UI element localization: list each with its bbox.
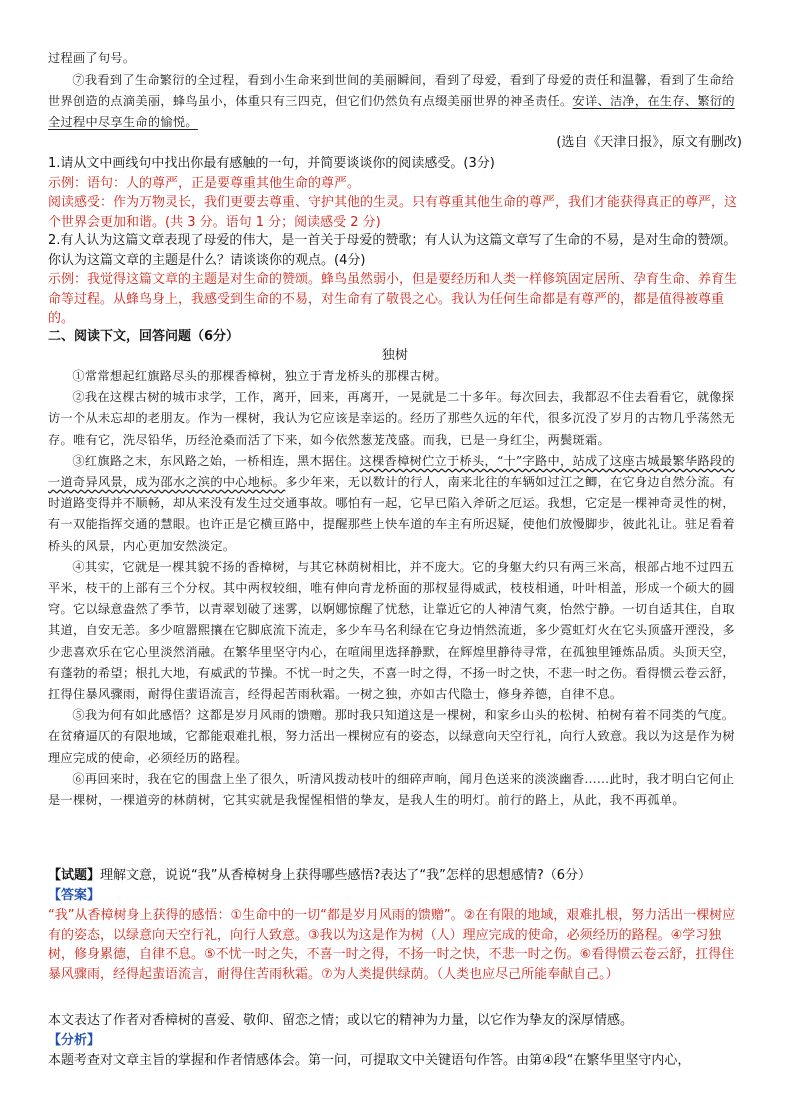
para-3-rest: 多少年来，无以数计的行人，南来北往的车辆如过江之鲫，在它身边自然分流。有时道路变得并不顺畅，却从来没有发生过交通事故。哪怕有一起，它早已陷入斧斫之厄运。我想，它定是一棵神奇灵性的树，有一双能指挥交通的慧眼。也许正是它横亘路中，提醒那些上快车道的车主有所迟疑，使他们放慢脚步，彼此礼让。驻足看着桥头的风景，内心更加安然淡定。: [48, 475, 735, 553]
source-citation: (选自《天津日报》，原文有删改): [556, 135, 742, 150]
story-para-2: ②我在这棵古树的城市求学，工作，离开，回来，再离开，一晃就是二十多年。每次回去，我都忍不住去看看它，就像探访一个从未忘却的老朋友。作为一棵树，我认为它应该是幸运的。经历了那些久远的年代，很多沉没了岁月的古物几乎荡然无存。唯有它，洗尽铅华，历经沧桑而活了下来，如今依然葱茏茂盛。而我，已是一身红尘，两鬓斑霜。: [48, 390, 735, 447]
exam-question: [48, 866, 742, 886]
analysis-tag: 【分析】: [48, 1033, 101, 1048]
q1-feeling: 阅读感受：作为万物灵长，我们更要去尊重、守护其他的生灵。只有尊重其他生命的尊严，我们才能获得真正的尊严，这个世界会更加和谐。(共 3 分。语句 1 分；阅读感受 2 分): [48, 195, 738, 230]
question-text: 理解文意，说说“我”从香樟树身上获得哪些感悟?表达了“我”怎样的思想感情?（6分）: [100, 868, 592, 883]
question-1: [48, 154, 742, 232]
q1-prompt: 1.请从文中画线句中找出你最有感触的一句，并简要谈谈你的阅读感受。(3分): [48, 156, 495, 171]
question-tag: 【试题】: [48, 868, 101, 883]
underlined-sentence: 安详、洁净，在生存、繁衍的全过程中尽享生命的愉悦。: [48, 93, 735, 129]
question-2: [48, 231, 742, 329]
analysis-text: 本题考查对文章主旨的掌握和作者情感体会。第一问，可提取文中关键语句作答。由第④段“在繁华里坚守内心，: [48, 1053, 691, 1068]
para-3-lead: ③红旗路之末，东风路之始，一桥相连，黑木据住。: [72, 453, 360, 468]
story-para-5: ⑤我为何有如此感悟？这都是岁月风雨的馈赠。那时我只知道这是一棵树，和家乡山头的松树、柏树有着不同类的气度。在贫瘠逼仄的有限地域，它都能艰难扎根，努力活出一棵树应有的姿态，以绿意向天空行礼，向行人致意。我以为这是作为树理应完成的使命，必须经历的路程。: [48, 708, 735, 765]
answer-summary: 本文表达了作者对香樟树的喜爱、敬仰、留恋之情；或以它的精神为力量，以它作为挚友的深厚情感。: [48, 1013, 634, 1028]
story-para-3: [48, 451, 742, 557]
answer-tag: 【答案】: [48, 888, 101, 903]
q2-prompt: 2.有人认为这篇文章表现了母爱的伟大，是一首关于母爱的赞歌；有人认为这篇文章写了生命的不易，是对生命的赞颂。你认为这篇文章的主题是什么？请谈谈你的观点。(4分): [48, 233, 737, 268]
answer-points: “我”从香樟树身上获得的感悟：①生命中的一切“都是岁月风雨的馈赠”。②在有限的地域，艰难扎根，努力活出一棵树应有的姿态，以绿意向天空行礼，向行人致意。③我以为这是作为树（人）理应完成的使命，必须经历的路程。④学习独树，修身累德，自律不息。⑤不忧一时之失，不喜一时之得，不扬一时之快，不悲一时之伤。⑥看得惯云卷云舒，扛得住暴风骤雨，经得起蜚语流言，耐得住苦雨秋霜。⑦为人类提供绿荫。（人类也应尽己所能奉献自己。）: [48, 908, 736, 982]
passage-paragraph-7: [48, 70, 742, 132]
para-7-text: ⑦我看到了生命繁衍的全过程，看到小生命来到世间的美丽瞬间，看到了母爱，看到了母爱的责任和温馨，看到了生命给世界创造的点滴美丽，蜂鸟虽小，体重只有三四克，但它们仍然负有点缀美丽世界的神圣责任。: [48, 73, 735, 108]
story-body: [48, 366, 742, 811]
para-3-underlined: 这棵香樟树伫立于桥头，“十”字路中，站成了这座古城最繁华路段的一道奇异风景，成为邵水之滨的中心地标。: [48, 453, 735, 490]
q1-example: 示例：语句：人的尊严，正是要尊重其他生命的尊严。: [48, 175, 361, 191]
story-para-6: ⑥再回来时，我在它的围盘上坐了很久，听清风拨动枝叶的细碎声响，闻月色送来的淡淡幽香……此时，我才明白它何止是一棵树，一棵道旁的林荫树，它其实就是我惺惺相惜的挚友，是我人生的明灯。前行的路上，从此，我不再孤单。: [48, 771, 735, 808]
passage-tail: 过程画了句号。: [48, 51, 136, 65]
story-para-4: ④其实，它就是一棵其貌不扬的香樟树，与其它林荫树相比，并不庞大。它的身躯大约只有两三米高，根部占地不过四五平米，枝干的上部有三个分杈。其中两杈较细，唯有伸向青龙桥面的那杈显得威武，枝枝相通，叶叶相盖，形成一个硕大的圆穹。它以绿意盎然了季节，以青翠划破了迷雾，以婀娜惊醒了忧愁，让靠近它的人神清气爽，怡然宁静。一切自适其住，自取其道，自安无恙。多少喧嚣熙攘在它脚底流下流走，多少车马名利绿在它身边悄然流逝，多少霓虹灯火在它头顶盛开湮没，多少悲喜欢乐在它心里淡然消融。在繁华里坚守内心，在喧闹里选择静默，在辉煌里静待寻常，在孤独里锤炼品质。头顶天空，有蓬勃的希望；根扎大地，有威武的节操。不忧一时之失，不喜一时之得，不扬一时之快，不悲一时之伤。看得惯云卷云舒，扛得住暴风骤雨，耐得住蜚语流言，经得起苦雨秋霜。一树之独，亦如古代隐士，修身养德，自律不息。: [48, 559, 735, 702]
q2-example: 示例：我觉得这篇文章的主题是对生命的赞颂。蜂鸟虽然弱小，但是要经历和人类一样修筑固定居所、孕育生命、养育生命等过程。从蜂鸟身上，我感受到生命的不易，对生命有了敬畏之心。我认为任何生命都是有尊严的，都是值得被尊重的。: [48, 272, 738, 327]
section-heading: 二、阅读下文，回答问题（6分）: [48, 329, 240, 344]
story-title: 独树: [381, 348, 409, 363]
story-para-1: ①常常想起红旗路尽头的那棵香樟树，独立于青龙桥头的那棵古树。: [72, 369, 448, 383]
